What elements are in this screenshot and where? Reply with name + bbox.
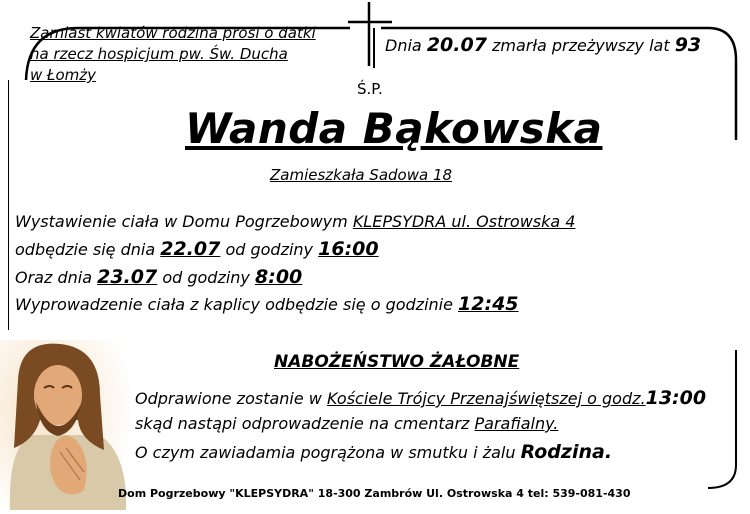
service-text: skąd nastąpi odprowadzenie na cmentarz bbox=[135, 414, 470, 433]
address: Zamieszkała Sadowa 18 bbox=[270, 166, 453, 184]
service-text: Odprawione zostanie w bbox=[135, 389, 322, 408]
death-middle: zmarła przeżywszy lat bbox=[492, 36, 670, 55]
donation-note-line: Zamiast kwiatów rodzina prosi o datki bbox=[30, 24, 316, 42]
death-prefix: Dnia bbox=[385, 36, 422, 55]
donation-note bbox=[30, 23, 316, 86]
service-time: 13:00 bbox=[645, 387, 707, 409]
viewing-place: KLEPSYDRA ul. Ostrowska 4 bbox=[352, 212, 576, 231]
funeral-home-footer: Dom Pogrzebowy "KLEPSYDRA" 18-300 Zambrów Ul. Ostrowska 4 tel: 539-081-430 bbox=[118, 487, 631, 500]
family-signature: Rodzina. bbox=[520, 441, 613, 463]
viewing-line-4 bbox=[15, 293, 519, 315]
death-date: 20.07 bbox=[426, 34, 487, 56]
viewing-text: od godziny bbox=[162, 268, 250, 287]
departure-time: 12:45 bbox=[458, 293, 519, 315]
service-line-3 bbox=[135, 441, 612, 463]
divider-line bbox=[372, 28, 376, 68]
viewing-text: od godziny bbox=[225, 240, 314, 259]
service-line-2 bbox=[135, 414, 558, 433]
viewing-line-3 bbox=[15, 266, 302, 288]
praying-jesus-image bbox=[0, 340, 130, 510]
viewing-text: Oraz dnia bbox=[15, 268, 93, 287]
viewing-line-2 bbox=[15, 238, 379, 260]
death-notice bbox=[385, 34, 701, 56]
service-title: NABOŻEŃSTWO ŻAŁOBNE bbox=[274, 352, 520, 372]
sp-label: Ś.P. bbox=[357, 80, 383, 98]
viewing-text: Wystawienie ciała w Domu Pogrzebowym bbox=[15, 212, 348, 231]
service-line-1 bbox=[135, 387, 706, 409]
deceased-name: Wanda Bąkowska bbox=[185, 104, 603, 153]
viewing-time: 8:00 bbox=[255, 266, 303, 288]
viewing-text: odbędzie się dnia bbox=[15, 240, 156, 259]
cemetery-name: Parafialny. bbox=[474, 414, 559, 433]
donation-note-line: na rzecz hospicjum pw. Św. Ducha bbox=[30, 45, 288, 63]
viewing-date: 22.07 bbox=[160, 238, 221, 260]
viewing-text: Wyprowadzenie ciała z kaplicy odbędzie się o godzinie bbox=[15, 295, 453, 314]
death-age: 93 bbox=[674, 34, 702, 56]
donation-note-line: w Łomży bbox=[30, 66, 97, 84]
viewing-time: 16:00 bbox=[318, 238, 379, 260]
service-text: O czym zawiadamia pogrążona w smutku i żalu bbox=[135, 443, 516, 462]
viewing-line-1 bbox=[15, 212, 575, 231]
church-name: Kościele Trójcy Przenajświętszej o godz. bbox=[326, 389, 646, 408]
viewing-date: 23.07 bbox=[97, 266, 158, 288]
